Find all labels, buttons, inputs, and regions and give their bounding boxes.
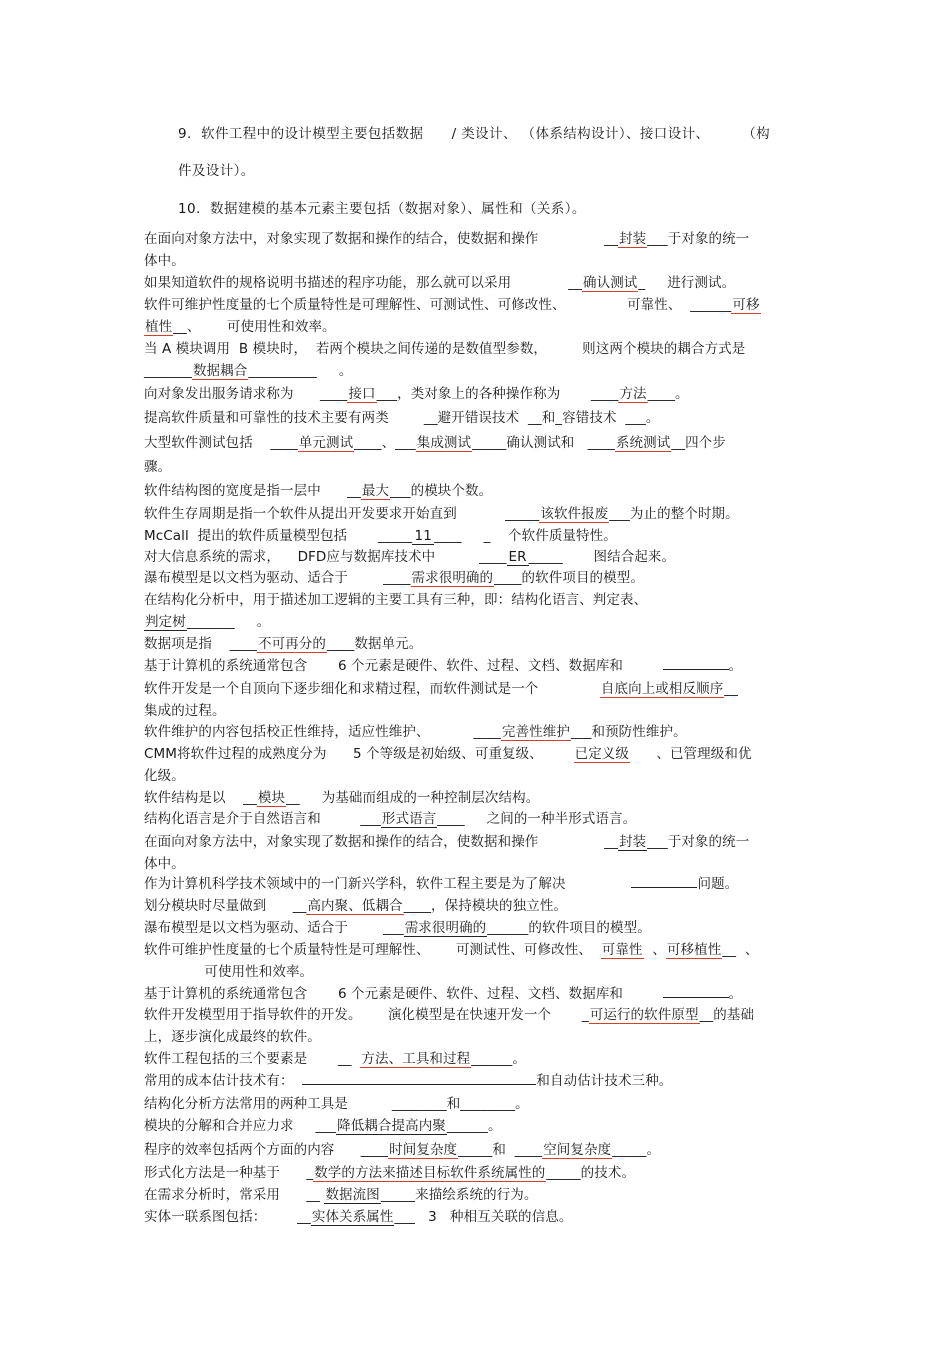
line-text: ___于对象的统一 bbox=[647, 231, 750, 247]
answer-blank[interactable]: 自底向上或相反顺序 bbox=[600, 681, 724, 697]
line-text: 集成的过程。 bbox=[144, 703, 226, 719]
line-text: 9. 软件工程中的设计模型主要包括数据 / 类设计、 （体系结构设计）、接口设计、 （构 bbox=[178, 126, 771, 142]
text-line bbox=[144, 274, 808, 292]
answer-blank[interactable]: 该软件报废 bbox=[540, 506, 609, 522]
answer-blank[interactable]: 完善性维护 bbox=[501, 724, 570, 740]
line-text: _____和 ____ bbox=[458, 1142, 543, 1158]
answer-blank[interactable]: 时间复杂度 bbox=[389, 1142, 458, 1158]
line-text: 程序的效率包括两个方面的内容 ____ bbox=[144, 1142, 389, 1158]
line-text: _____确认测试和 ____ bbox=[472, 435, 615, 451]
answer-blank[interactable]: 已定义级 bbox=[574, 746, 629, 762]
line-text: 瀑布模型是以文档为驱动、适合于 ____ bbox=[144, 570, 411, 586]
line-text: 如果知道软件的规格说明书描述的程序功能，那么就可以采用 __ bbox=[144, 275, 582, 291]
line-text: ___，类对象上的各种操作称为 ____ bbox=[376, 386, 619, 402]
answer-blank[interactable] bbox=[631, 887, 697, 888]
line-text: 软件维护的内容包括校正性维持，适应性维护、 ____ bbox=[144, 724, 501, 740]
line-text: 可使用性和效率。 bbox=[178, 964, 314, 980]
text-line bbox=[144, 613, 808, 631]
text-line bbox=[144, 875, 808, 893]
line-text: 瀑布模型是以文档为驱动、适合于 ___ bbox=[144, 920, 404, 936]
line-text: 在结构化分析中，用于描述加工逻辑的主要工具有三种，即：结构化语言、判定表、 bbox=[144, 592, 648, 608]
line-text: McCall 提出的软件质量模型包括 _____ bbox=[144, 528, 413, 544]
text-line bbox=[144, 1141, 808, 1159]
text-line bbox=[144, 569, 808, 587]
line-text: 在面向对象方法中，对象实现了数据和操作的结合，使数据和操作 __ bbox=[144, 834, 618, 850]
answer-blank[interactable]: 判定树 bbox=[145, 614, 186, 630]
line-text: 软件开发模型用于指导软件的开发。 演化模型是在快速开发一个 _ bbox=[144, 1007, 589, 1023]
line-text: _______ bbox=[144, 363, 192, 379]
line-text: CMM将软件过程的成熟度分为 5 个等级是初始级、可重复级、 bbox=[144, 746, 574, 762]
line-text: ___和预防性维护。 bbox=[570, 724, 687, 740]
answer-blank[interactable]: 实体关系属性 bbox=[311, 1209, 394, 1225]
line-text: 结构化分析方法常用的两种工具是 ________和________。 bbox=[144, 1096, 529, 1112]
line-text: ____，保持模块的独立性。 bbox=[403, 898, 568, 914]
text-line bbox=[144, 1208, 808, 1226]
answer-blank[interactable]: 11 bbox=[412, 528, 434, 545]
text-line bbox=[144, 810, 808, 828]
line-text: _ 进行测试。 bbox=[638, 275, 736, 291]
answer-blank[interactable]: 植性 bbox=[145, 319, 173, 335]
line-text: 数据项是指 ____ bbox=[144, 636, 257, 652]
answer-blank[interactable]: 可运行的软件原型 bbox=[589, 1007, 699, 1023]
text-line bbox=[144, 340, 808, 358]
text-line bbox=[144, 1050, 808, 1068]
text-line bbox=[144, 1117, 808, 1135]
text-line bbox=[144, 657, 808, 675]
answer-blank[interactable] bbox=[663, 997, 729, 998]
text-line bbox=[144, 680, 808, 698]
line-text: 基于计算机的系统通常包含 6 个元素是硬件、软件、过程、文档、数据库和 bbox=[144, 658, 663, 674]
answer-blank[interactable]: 确认测试 bbox=[583, 275, 638, 291]
line-text: 基于计算机的系统通常包含 6 个元素是硬件、软件、过程、文档、数据库和 bbox=[144, 986, 663, 1002]
line-text: __、 可使用性和效率。 bbox=[173, 319, 336, 335]
line-text: _______ 。 bbox=[186, 614, 271, 630]
text-line bbox=[144, 767, 808, 785]
line-text: 对大信息系统的需求， DFD应与数据库技术中 ____ bbox=[144, 549, 507, 565]
line-text: 化级。 bbox=[144, 768, 185, 784]
line-text: 在需求分析时，常采用 __ bbox=[144, 1187, 325, 1203]
line-text: 实体一联系图包括： __ bbox=[144, 1209, 311, 1225]
answer-blank[interactable] bbox=[302, 1084, 536, 1085]
answer-blank[interactable]: 高内聚、低耦合 bbox=[307, 898, 403, 914]
answer-blank[interactable]: 接口 bbox=[348, 386, 376, 402]
answer-blank[interactable]: 方法、工具和过程 bbox=[361, 1051, 471, 1067]
text-line bbox=[144, 548, 808, 566]
answer-blank[interactable]: 集成测试 bbox=[416, 435, 472, 451]
line-text: 体中。 bbox=[144, 253, 185, 269]
line-text: 。 bbox=[728, 658, 743, 674]
line-text: 软件可维护性度量的七个质量特性是可理解性、 可测试性、可修改性、 bbox=[144, 942, 601, 958]
answer-blank[interactable]: 可移植性 bbox=[666, 942, 722, 958]
line-text: 体中。 bbox=[144, 856, 185, 872]
line-text: 件及设计）。 bbox=[178, 163, 255, 179]
text-line bbox=[144, 1072, 808, 1090]
answer-blank[interactable]: 降低耦合提高内聚 bbox=[337, 1118, 446, 1134]
answer-blank[interactable]: 封装 bbox=[618, 231, 647, 247]
text-line bbox=[144, 985, 808, 1003]
text-line bbox=[144, 505, 808, 523]
line-text: ____ 之间的一种半形式语言。 bbox=[437, 811, 637, 827]
answer-blank[interactable]: 需求很明确的 bbox=[411, 570, 494, 586]
line-text: 上，逐步演化成最终的软件。 bbox=[144, 1029, 321, 1045]
line-text: ___ 3 种相互关联的信息。 bbox=[394, 1209, 573, 1225]
answer-blank[interactable]: 封装 bbox=[618, 834, 647, 850]
answer-blank[interactable]: 不可再分的 bbox=[257, 636, 326, 652]
text-line bbox=[144, 897, 808, 915]
text-line bbox=[144, 409, 808, 427]
text-line bbox=[144, 1028, 808, 1046]
answer-blank[interactable]: 数据耦合 bbox=[192, 363, 248, 379]
line-text: _____来描绘系统的行为。 bbox=[380, 1187, 538, 1203]
answer-blank[interactable]: 可靠性 bbox=[601, 942, 643, 958]
answer-blank[interactable]: 需求很明确的 bbox=[404, 920, 487, 936]
text-line bbox=[144, 723, 808, 741]
line-text: ____的软件项目的模型。 bbox=[494, 570, 644, 586]
answer-blank[interactable]: 空间复杂度 bbox=[543, 1142, 612, 1158]
line-text: ___于对象的统一 bbox=[647, 834, 750, 850]
line-text: 软件开发是一个自顶向下逐步细化和求精过程，而软件测试是一个 bbox=[144, 681, 600, 697]
line-text: 提高软件质量和可靠性的技术主要有两类 __避开错误技术 __和_容错技术 ___。 bbox=[144, 410, 660, 426]
line-text: 大型软件测试包括 ____ bbox=[144, 435, 298, 451]
text-line bbox=[178, 200, 842, 218]
line-text: ____、___ bbox=[354, 435, 416, 451]
line-text: 、 bbox=[643, 942, 666, 958]
text-line bbox=[144, 635, 808, 653]
text-line bbox=[144, 362, 808, 380]
answer-blank[interactable]: 模块 bbox=[257, 790, 286, 806]
answer-blank[interactable]: 可移 bbox=[732, 297, 760, 313]
line-text: _____。 bbox=[612, 1142, 661, 1158]
text-line bbox=[178, 162, 842, 180]
line-text: 和自动估计技术三种。 bbox=[536, 1073, 673, 1089]
line-text: ______。 bbox=[471, 1051, 526, 1067]
text-line bbox=[144, 833, 808, 851]
answer-blank[interactable]: 数学的方法来描述目标软件系统属性的 bbox=[314, 1165, 546, 1181]
answer-blank[interactable]: ER bbox=[508, 549, 527, 565]
line-text: 软件结构是以 __ bbox=[144, 790, 257, 806]
text-line bbox=[144, 1164, 808, 1182]
line-text: ___为止的整个时期。 bbox=[609, 506, 739, 522]
text-line bbox=[144, 230, 808, 248]
line-text: 软件工程包括的三个要素是 __ bbox=[144, 1051, 361, 1067]
text-line bbox=[144, 702, 808, 720]
answer-blank[interactable]: 最大 bbox=[361, 483, 390, 499]
line-text: 骤。 bbox=[144, 459, 172, 475]
line-text: _____的技术。 bbox=[546, 1165, 636, 1181]
line-text: 结构化语言是介于自然语言和 ___ bbox=[144, 811, 381, 827]
text-line bbox=[178, 963, 842, 981]
answer-blank[interactable] bbox=[663, 669, 729, 670]
line-text: __四个步 bbox=[671, 435, 726, 451]
text-line bbox=[144, 527, 808, 545]
text-line bbox=[144, 296, 808, 314]
line-text: 常用的成本估计技术有： bbox=[144, 1073, 303, 1089]
line-text: 作为计算机科学技术领域中的一门新兴学科，软件工程主要是为了解决 bbox=[144, 876, 632, 892]
line-text: 形式化方法是一种基于 _ bbox=[144, 1165, 314, 1181]
line-text: 当 A 模块调用 B 模块时， 若两个模块之间传递的是数值型参数， 则这两个模块的耦合方式是 bbox=[144, 341, 746, 357]
text-line bbox=[144, 745, 808, 763]
text-line bbox=[144, 252, 808, 270]
line-text: 。 bbox=[728, 986, 743, 1002]
line-text: 划分模块时尽量做到 __ bbox=[144, 898, 307, 914]
line-text: __ 为基础而组成的一种控制层次结构。 bbox=[286, 790, 540, 806]
line-text: ______的软件项目的模型。 bbox=[487, 920, 651, 936]
line-text: 软件生存周期是指一个软件从提出开发要求开始直到 _____ bbox=[144, 506, 540, 522]
answer-blank[interactable]: 数据流图 bbox=[325, 1187, 380, 1203]
answer-blank[interactable]: 系统测试 bbox=[615, 435, 671, 451]
line-text: ____数据单元。 bbox=[326, 636, 423, 652]
text-line bbox=[144, 941, 808, 959]
line-text: __ 、 bbox=[722, 942, 759, 958]
text-line bbox=[144, 1006, 808, 1024]
text-line bbox=[144, 458, 808, 476]
line-text: 问题。 bbox=[697, 876, 739, 892]
answer-blank[interactable]: 形式语言 bbox=[381, 811, 437, 827]
text-line bbox=[144, 1186, 808, 1204]
text-line bbox=[144, 434, 808, 452]
line-text: 在面向对象方法中，对象实现了数据和操作的结合，使数据和操作 __ bbox=[144, 231, 618, 247]
text-line bbox=[144, 1095, 808, 1113]
answer-blank[interactable]: 单元测试 bbox=[298, 435, 354, 451]
line-text: __ bbox=[724, 681, 738, 697]
line-text: 、已管理级和优 bbox=[630, 746, 752, 762]
line-text: 向对象发出服务请求称为 ____ bbox=[144, 386, 348, 402]
text-line bbox=[144, 482, 808, 500]
line-text: ____ _ 个软件质量特性。 bbox=[434, 528, 617, 544]
line-text: ______。 bbox=[446, 1118, 502, 1134]
line-text: ___的模块个数。 bbox=[390, 483, 493, 499]
text-line bbox=[144, 591, 808, 609]
line-text: 软件可维护性度量的七个质量特性是可理解性、可测试性、可修改性、 可靠性、 ______ bbox=[144, 297, 732, 313]
text-line bbox=[178, 125, 842, 143]
line-text: __________ 。 bbox=[248, 363, 353, 379]
answer-blank[interactable]: 方法 bbox=[619, 386, 647, 402]
line-text: _____ 图结合起来。 bbox=[528, 549, 676, 565]
text-line bbox=[144, 919, 808, 937]
line-text: 模块的分解和合并应力求 ___ bbox=[144, 1118, 337, 1134]
line-text: ____。 bbox=[647, 386, 689, 402]
text-line bbox=[144, 318, 808, 336]
text-line bbox=[144, 385, 808, 403]
line-text: 软件结构图的宽度是指一层中 __ bbox=[144, 483, 361, 499]
text-line bbox=[144, 789, 808, 807]
text-line bbox=[144, 855, 808, 873]
line-text: 10. 数据建模的基本元素主要包括（数据对象）、属性和（关系）。 bbox=[178, 201, 586, 217]
line-text: __的基础 bbox=[699, 1007, 755, 1023]
